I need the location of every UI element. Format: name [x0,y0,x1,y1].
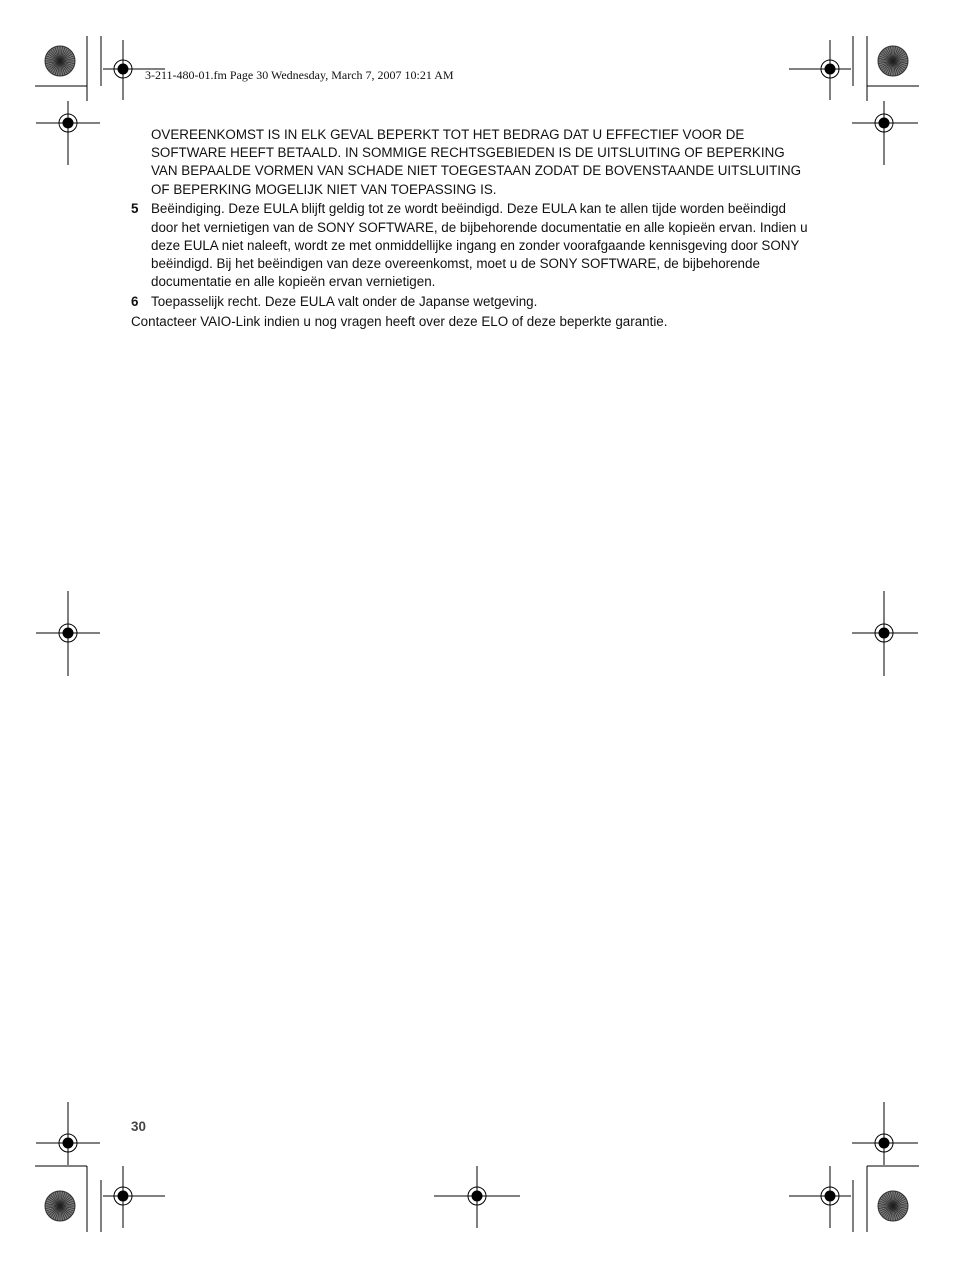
file-info-header: 3-211-480-01.fm Page 30 Wednesday, March 7, 2007 10:21 AM [145,68,454,82]
list-item-applicable-law [131,293,811,311]
item-text: Toepasselijk recht. Deze EULA valt onder de Japanse wetgeving. [151,293,538,309]
star-target-mark [45,1191,75,1221]
item-number: 6 [131,293,139,309]
list-item-termination [131,200,811,291]
star-target-mark [878,1191,908,1221]
continuation-paragraph: OVEREENKOMST IS IN ELK GEVAL BEPERKT TOT HET BEDRAG DAT U EFFECTIEF VOOR DE SOFTWARE HEEFT BETAALD. IN SOMMIGE RECHTSGEBIEDEN IS DE UITSLUITING OF BEPERKING VAN BEPAALDE VORMEN VAN SCHADE NIET TOEGESTAAN ZODAT DE BOVENSTAANDE UITSLUITING OF BEPERKING MOGELIJK NIET VAN TOEPASSING IS. [151,127,802,197]
star-target-mark [45,46,75,76]
star-target-mark [878,46,908,76]
page-number: 30 [131,1119,146,1134]
item-number: 5 [131,201,139,217]
item-text: Beëindiging. Deze EULA blijft geldig tot ze wordt beëindigd. Deze EULA kan te allen tijde worden beëindigd door het vernietigen van de SONY SOFTWARE, de bijbehorende documentatie en alle kopieën ervan. Indien u deze EULA niet naleeft, wordt ze met onmiddellijke ingang en zonder voorafgaande kennisgeving door SONY beëindigd. Bij het beëindigen van deze overeenkomst, moet u de SONY SOFTWARE, de bijbehorende documentatie en alle kopieën ervan vernietigen. [151,201,808,290]
eula-text [131,126,811,331]
contact-paragraph: Contacteer VAIO-Link indien u nog vragen heeft over deze ELO of deze beperkte garantie. [131,313,668,329]
